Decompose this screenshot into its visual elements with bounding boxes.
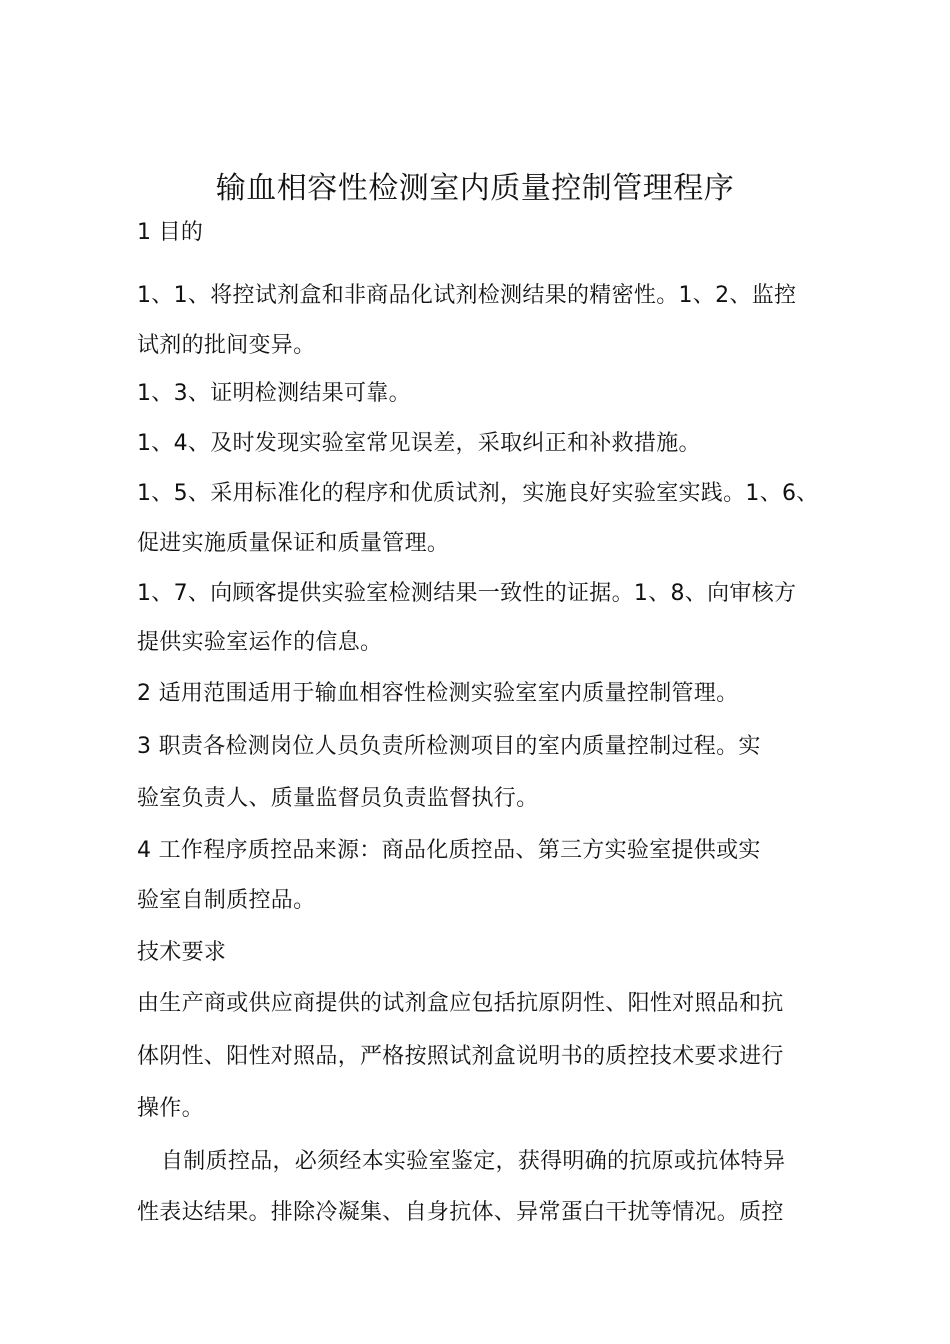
paragraph-line: 验室负责人、质量监督员负责监督执行。 <box>137 786 539 811</box>
document-title: 输血相容性检测室内质量控制管理程序 <box>215 171 735 206</box>
paragraph-line: 1、1、将控试剂盒和非商品化试剂检测结果的精密性。1、2、监控 <box>137 283 797 308</box>
paragraph-line: 体阴性、阳性对照品，严格按照试剂盒说明书的质控技术要求进行 <box>137 1044 784 1069</box>
section-responsibility: 3 职责各检测岗位人员负责所检测项目的室内质量控制过程。实 <box>137 734 761 759</box>
section-heading-purpose: 1 目的 <box>137 220 204 245</box>
paragraph-line: 1、4、及时发现实验室常见误差，采取纠正和补救措施。 <box>137 431 701 456</box>
section-scope: 2 适用范围适用于输血相容性检测实验室室内质量控制管理。 <box>137 681 739 706</box>
paragraph-line: 验室自制质控品。 <box>137 888 316 913</box>
paragraph-line: 自制质控品，必须经本实验室鉴定，获得明确的抗原或抗体特异 <box>161 1149 786 1174</box>
paragraph-line: 促进实施质量保证和质量管理。 <box>137 531 450 556</box>
paragraph-line: 1、5、采用标准化的程序和优质试剂，实施良好实验室实践。1、6、 <box>137 481 819 506</box>
paragraph-line: 提供实验室运作的信息。 <box>137 630 383 655</box>
paragraph-line: 操作。 <box>137 1096 204 1121</box>
paragraph-line: 1、3、证明检测结果可靠。 <box>137 381 411 406</box>
paragraph-line: 由生产商或供应商提供的试剂盒应包括抗原阴性、阳性对照品和抗 <box>137 991 784 1016</box>
paragraph-line: 性表达结果。排除冷凝集、自身抗体、异常蛋白干扰等情况。质控 <box>137 1200 784 1225</box>
paragraph-line: 试剂的批间变异。 <box>137 333 316 358</box>
paragraph-line: 1、7、向顾客提供实验室检测结果一致性的证据。1、8、向审核方 <box>137 581 797 606</box>
section-procedure: 4 工作程序质控品来源：商品化质控品、第三方实验室提供或实 <box>137 838 761 863</box>
subheading-technical-requirements: 技术要求 <box>137 940 227 965</box>
